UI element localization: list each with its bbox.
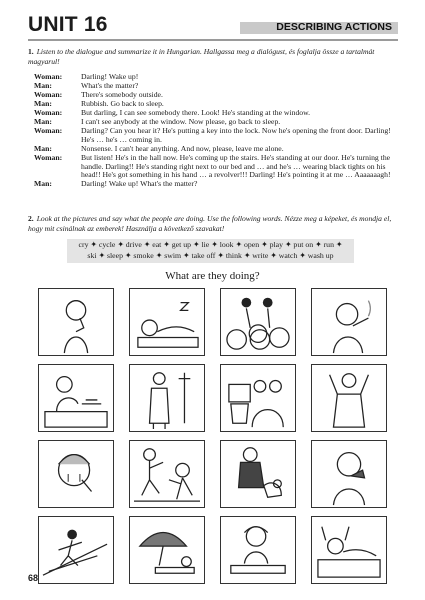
washing-up-icon bbox=[39, 365, 113, 431]
header-rule bbox=[28, 39, 398, 41]
family-watching-tv-icon bbox=[221, 365, 295, 431]
children-playing-icon bbox=[130, 441, 204, 507]
writing-girl-icon bbox=[221, 517, 295, 583]
smoking-man-icon bbox=[312, 289, 386, 355]
woman-eating-icon bbox=[312, 441, 386, 507]
unit-title: UNIT 16 bbox=[28, 13, 108, 36]
topic-title: DESCRIBING ACTIONS bbox=[276, 21, 392, 33]
picture-frame bbox=[220, 288, 296, 356]
picture-frame bbox=[129, 364, 205, 432]
utterance-text: Darling! Wake up! What's the matter? bbox=[81, 179, 198, 189]
sleeping-man-icon bbox=[130, 289, 204, 355]
utterance-text: But darling, I can see somebody there. Look! He's standing at the window. bbox=[81, 107, 311, 117]
crying-woman-icon bbox=[39, 441, 113, 507]
picture-frame bbox=[38, 288, 114, 356]
thinking-man-icon bbox=[39, 289, 113, 355]
speaker-label: Man: bbox=[34, 98, 52, 108]
dialogue-line bbox=[34, 180, 396, 189]
woman-waking-up-icon bbox=[312, 517, 386, 583]
word-box bbox=[67, 239, 354, 263]
utterance-text: Rubbish. Go back to sleep. bbox=[81, 98, 164, 108]
dialogue bbox=[34, 73, 396, 189]
task-1-text: Listen to the dialogue and summarize it in Hungarian. Hallgassa meg a dialógust, és foglalja össze a tartalmát magyarul! bbox=[28, 47, 375, 66]
picture-frame bbox=[311, 516, 387, 584]
pictures-title: What are they doing? bbox=[165, 270, 260, 282]
picture-frame bbox=[311, 440, 387, 508]
picture-frame bbox=[220, 516, 296, 584]
picture-frame bbox=[38, 364, 114, 432]
speaker-label: Man: bbox=[34, 80, 52, 90]
word-box-line-1: cry ✦ cycle ✦ drive ✦ eat ✦ get up ✦ lie ✦ look ✦ open ✦ play ✦ put on ✦ run ✦ bbox=[78, 240, 343, 249]
utterance-text: Darling? Can you hear it? He's putting a key into the lock. Now he's opening the front door. Darling! He's … he's … coming in. bbox=[81, 125, 391, 144]
word-box-line-2: ski ✦ sleep ✦ smoke ✦ swim ✦ take off ✦ think ✦ write ✦ watch ✦ wash up bbox=[87, 251, 334, 260]
dialogue-line bbox=[34, 127, 396, 145]
speaker-label: Man: bbox=[34, 116, 52, 126]
picture-frame bbox=[129, 440, 205, 508]
utterance-text: Darling! Wake up! bbox=[81, 72, 139, 81]
utterance-text: I can't see anybody at the window. Now please, go back to sleep. bbox=[81, 116, 281, 126]
speaker-label: Woman: bbox=[34, 72, 63, 81]
picture-frame bbox=[311, 364, 387, 432]
task-2-number: 2. bbox=[28, 214, 34, 223]
woman-on-beach-icon bbox=[130, 517, 204, 583]
task-1-instruction bbox=[28, 47, 394, 66]
topic-banner bbox=[240, 22, 398, 34]
unit-header bbox=[28, 13, 398, 37]
task-2-instruction bbox=[28, 214, 394, 233]
girl-with-dog-icon bbox=[221, 441, 295, 507]
speaker-label: Woman: bbox=[34, 89, 63, 99]
speaker-label: Woman: bbox=[34, 152, 63, 162]
man-taking-off-jumper-icon bbox=[312, 365, 386, 431]
speaker-label: Man: bbox=[34, 179, 52, 189]
utterance-text: Nonsense. I can't hear anything. And now, please, leave me alone. bbox=[81, 143, 284, 153]
dialogue-line bbox=[34, 154, 396, 181]
picture-frame bbox=[220, 440, 296, 508]
picture-frame bbox=[38, 516, 114, 584]
speaker-label: Woman: bbox=[34, 107, 63, 117]
speaker-label: Man: bbox=[34, 143, 52, 153]
utterance-text: What's the matter? bbox=[81, 80, 139, 90]
task-1-number: 1. bbox=[28, 47, 34, 56]
utterance-text: There's somebody outside. bbox=[81, 89, 163, 99]
task-2-text: Look at the pictures and say what the people are doing. Use the following words. Nézze meg a képeket, és mondja el, hogy mit csinálnak az emberek! Használja a következő szavakat! bbox=[28, 214, 392, 233]
picture-frame bbox=[220, 364, 296, 432]
utterance-text: But listen! He's in the hall now. He's coming up the stairs. He's standing at our door. He's turning the handle. Darling!! He's standing right next to our bed and … and he's … wearing black tights on his head!! He's got something in his hand … a revolver!!! Darling! He's pointing it at me … Aaaaaaagh! bbox=[81, 152, 391, 180]
speaker-label: Woman: bbox=[34, 125, 63, 135]
picture-frame bbox=[311, 288, 387, 356]
picture-frame bbox=[38, 440, 114, 508]
man-putting-on-coat-icon bbox=[130, 365, 204, 431]
cyclists-icon bbox=[221, 289, 295, 355]
picture-frame bbox=[129, 516, 205, 584]
skier-icon bbox=[39, 517, 113, 583]
page-number: 68 bbox=[28, 573, 39, 583]
picture-frame bbox=[129, 288, 205, 356]
